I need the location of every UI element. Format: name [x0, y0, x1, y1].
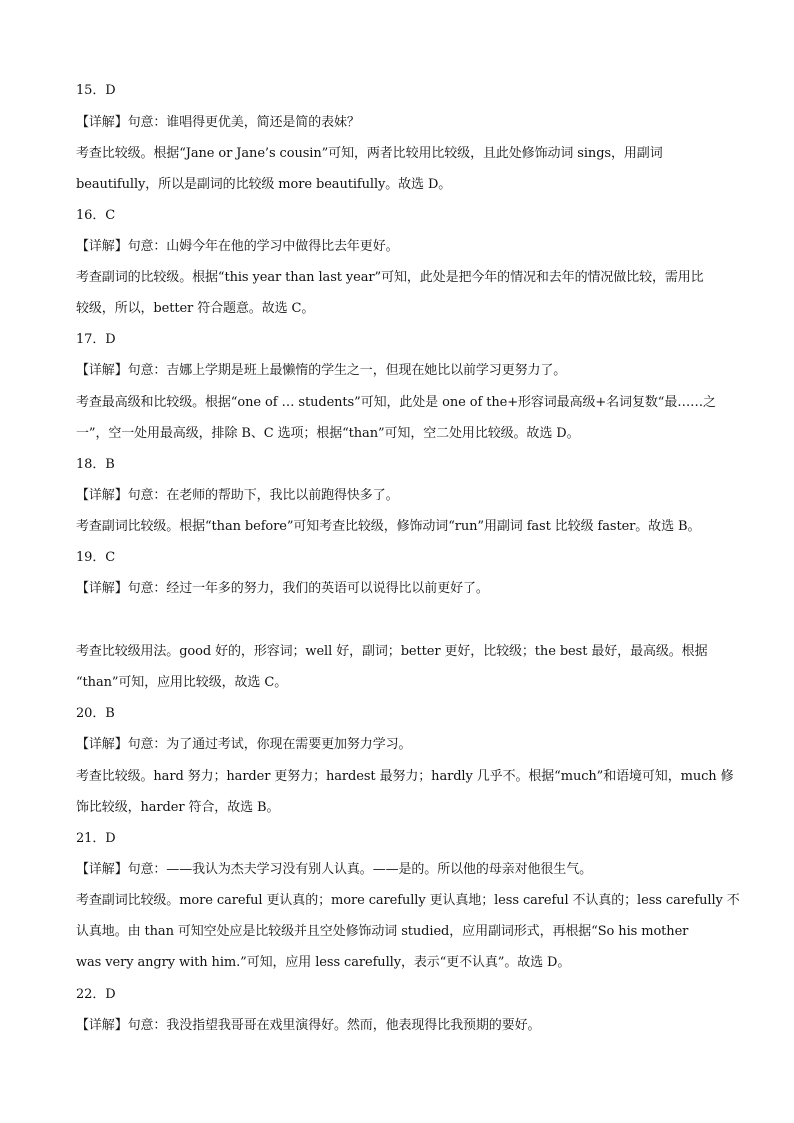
explanation-line: 【详解】句意：——我认为杰夫学习没有别人认真。——是的。所以他的母亲对他很生气。 — [76, 862, 593, 877]
explanation-line: “than”可知，应用比较级，故选 C。 — [76, 675, 288, 690]
explanation-line: 考查比较级。hard 努力；harder 更努力；hardest 最努力；hardly 几乎不。根据“much”和语境可知，much 修 — [76, 769, 734, 784]
explanation-line: 考查比较级用法。good 好的，形容词；well 好，副词；better 更好，比较级；the best 最好，最高级。根据 — [76, 644, 708, 659]
explanation-line: 【详解】句意：为了通过考试，你现在需要更加努力学习。 — [76, 737, 412, 752]
question-number: 22．D — [76, 987, 116, 1002]
explanation-line: 【详解】句意：经过一年多的努力，我们的英语可以说得比以前更好了。 — [76, 581, 489, 596]
explanation-line: 一”，空一处用最高级，排除 B、C 选项；根据“than”可知，空二处用比较级。故选 D。 — [76, 426, 580, 441]
explanation-line: 考查副词的比较级。根据“this year than last year”可知，此处是把今年的情况和去年的情况做比较，需用比 — [76, 270, 704, 285]
explanation-line: 饰比较级，harder 符合，故选 B。 — [76, 800, 280, 815]
explanation-line: was very angry with him.”可知，应用 less carefully，表示“更不认真”。故选 D。 — [76, 955, 571, 970]
question-number: 21．D — [76, 831, 116, 846]
explanation-line: 考查副词比较级。根据“than before”可知考查比较级，修饰动词“run”用副词 fast 比较级 faster。故选 B。 — [76, 519, 701, 534]
explanation-line: 考查最高级和比较级。根据“one of … students”可知，此处是 one of the+形容词最高级+名词复数“最……之 — [76, 395, 716, 410]
question-number: 15．D — [76, 83, 116, 98]
explanation-line: 认真地。由 than 可知空处应是比较级并且空处修饰动词 studied，应用副词形式，再根据“So his mother — [76, 924, 689, 939]
question-number: 18．B — [76, 457, 115, 472]
explanation-line: 【详解】句意：谁唱得更优美，简还是简的表妹？ — [76, 115, 360, 130]
explanation-line: 【详解】句意：我没指望我哥哥在戏里演得好。然而，他表现得比我预期的要好。 — [76, 1018, 541, 1033]
explanation-line: 考查副词比较级。more careful 更认真的；more carefully 更认真地；less careful 不认真的；less carefully 不 — [76, 893, 740, 908]
explanation-line: 【详解】句意：山姆今年在他的学习中做得比去年更好。 — [76, 239, 399, 254]
question-number: 20．B — [76, 706, 115, 721]
question-number: 16．C — [76, 208, 116, 223]
explanation-line: 较级，所以，better 符合题意。故选 C。 — [76, 301, 315, 316]
explanation-line: 【详解】句意：在老师的帮助下，我比以前跑得快多了。 — [76, 488, 399, 503]
question-number: 17．D — [76, 332, 116, 347]
explanation-line: beautifully，所以是副词的比较级 more beautifully。故选 D。 — [76, 177, 452, 192]
explanation-line: 【详解】句意：吉娜上学期是班上最懒惰的学生之一，但现在她比以前学习更努力了。 — [76, 363, 567, 378]
explanation-line: 考查比较级。根据“Jane or Jane’s cousin”可知，两者比较用比较级，且此处修饰动词 sings，用副词 — [76, 146, 663, 161]
question-number: 19．C — [76, 550, 116, 565]
